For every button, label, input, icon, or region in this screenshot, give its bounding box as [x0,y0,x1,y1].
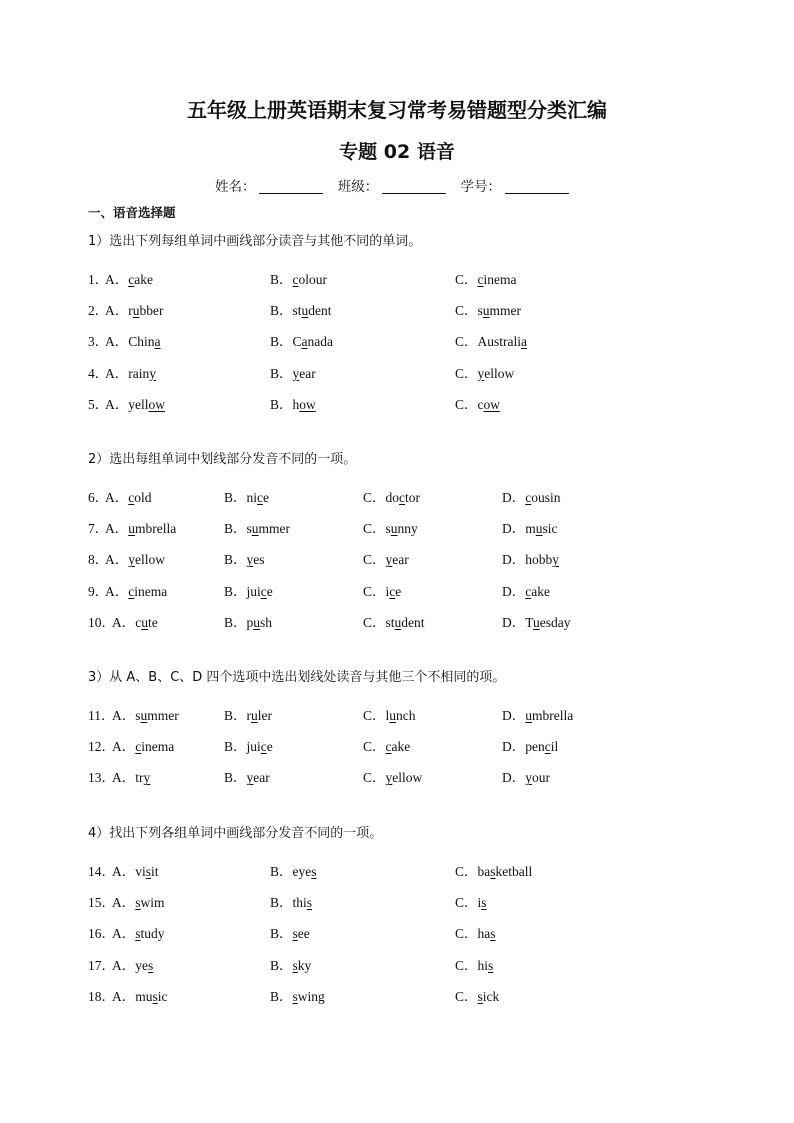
option-word: cute [135,614,158,630]
underlined-letters: c [477,272,484,287]
question-number: 10． [88,614,115,630]
answer-option[interactable] [502,735,558,755]
class-label: 班级： [337,179,379,195]
question-number: 7． [88,521,109,537]
underlined-letters: u [533,614,540,630]
underlined-letters: c [292,272,299,287]
option-word: ice [385,583,402,599]
option-letter: A． [112,770,136,786]
part-instruction: 1）选出下列每组单词中画线部分读音与其他不同的单词。 [88,234,422,249]
option-word: pencil [525,739,559,755]
option-letter: C． [455,272,478,287]
option-letter: B． [270,895,293,911]
option-letter: A． [112,988,136,1004]
option-word: Canada [292,334,334,350]
question-number: 8． [88,552,109,568]
option-letter: C． [363,583,386,599]
option-letter: A． [105,303,129,319]
option-word: sky [292,957,312,973]
underlined-letters: a [154,334,161,350]
option-letter: B． [270,988,293,1004]
question-row [0,362,794,382]
underlined-letters: s [152,988,158,1004]
underlined-letters: ow [148,396,165,412]
underlined-letters: c [128,583,135,599]
underlined-letters: y [385,552,393,568]
underlined-letters: c [385,739,392,755]
underlined-letters: ow [299,396,316,412]
option-word: basketball [477,864,533,879]
underlined-letters: s [145,864,152,879]
option-word: nice [246,490,270,505]
option-letter: B． [270,272,293,287]
underlined-letters: s [292,957,298,973]
answer-option[interactable] [112,860,159,880]
option-word: swing [292,988,325,1004]
question-row [0,299,794,319]
underlined-letters: s [490,926,496,942]
underlined-letters: u [251,521,259,537]
option-letter: A． [112,957,136,973]
option-word: rainy [128,365,156,381]
question-number: 6． [88,490,109,505]
question-number: 15． [88,895,115,911]
question-number: 17． [88,957,115,973]
option-word: summer [246,521,291,537]
id-blank[interactable] [505,181,569,194]
underlined-letters: y [246,552,254,568]
answer-option[interactable] [270,891,312,911]
answer-option[interactable] [105,517,176,537]
answer-option[interactable] [112,735,174,755]
option-word: student [292,303,332,319]
answer-option[interactable] [105,330,161,350]
underlined-letters: u [140,708,148,723]
question-row [0,580,794,600]
option-word: Australia [477,334,528,350]
answer-option[interactable] [270,860,317,880]
option-word: juice [246,583,273,599]
answer-option[interactable] [502,580,550,600]
option-word: try [135,770,151,786]
option-word: yellow [128,552,165,568]
underlined-letters: u [525,708,532,723]
option-letter: D． [502,521,526,537]
option-letter: C． [455,334,478,350]
option-letter: B． [224,708,247,723]
option-word: yellow [128,396,165,412]
option-letter: A． [105,334,129,350]
answer-option[interactable] [105,268,153,288]
option-letter: C． [363,490,386,505]
answer-option[interactable] [270,985,325,1005]
underlined-letters: y [149,365,156,381]
underlined-letters: u [389,708,397,723]
option-word: ruler [246,708,273,723]
underlined-letters: s [488,957,494,973]
option-letter: C． [455,396,478,412]
question-number: 11． [88,708,115,723]
answer-option[interactable] [455,362,514,382]
question-row [0,922,794,942]
option-word: year [292,365,316,381]
option-word: umbrella [128,521,177,537]
underlined-letters: y [477,365,485,381]
underlined-letters: u [141,614,148,630]
underlined-letters: u [394,614,402,630]
underlined-letters: y [292,365,300,381]
underlined-letters: s [292,926,298,942]
answer-option[interactable] [270,393,316,413]
question-row [0,891,794,911]
document-title: 五年级上册英语期末复习常考易错题型分类汇编 [187,98,607,122]
option-letter: C． [455,926,478,942]
question-row [0,268,794,288]
question-number: 3． [88,334,109,350]
question-number: 5． [88,396,109,412]
option-letter: C． [363,739,386,755]
question-number: 4． [88,365,109,381]
question-row [0,393,794,413]
option-letter: A． [105,365,129,381]
answer-option[interactable] [112,766,150,786]
answer-option[interactable] [112,985,168,1005]
answer-option[interactable] [224,548,265,568]
answer-option[interactable] [455,985,499,1005]
answer-option[interactable] [502,517,558,537]
option-word: hobby [525,552,559,568]
answer-option[interactable] [455,330,527,350]
option-word: cake [525,583,550,599]
option-word: sick [477,988,500,1004]
option-letter: D． [502,552,526,568]
underlined-letters: u [128,521,135,537]
option-letter: A． [105,552,129,568]
answer-option[interactable] [502,704,573,724]
document-subtitle: 专题 02 语音 [339,141,455,163]
underlined-letters: c [135,739,142,755]
option-letter: B． [224,739,247,755]
option-word: lunch [385,708,416,723]
option-word: cinema [128,583,168,599]
answer-option[interactable] [224,611,272,631]
answer-option[interactable] [455,891,487,911]
answer-option[interactable] [502,766,550,786]
option-word: summer [477,303,522,319]
option-word: see [292,926,310,942]
option-letter: C． [363,614,386,630]
question-row [0,766,794,786]
answer-option[interactable] [363,704,416,724]
option-letter: B． [270,365,293,381]
option-letter: B． [224,521,247,537]
question-row [0,330,794,350]
option-word: year [385,552,409,568]
option-word: music [525,521,558,537]
option-letter: B． [270,334,293,350]
underlined-letters: y [525,770,532,786]
underlined-letters: s [311,864,317,879]
section-heading: 一、语音选择题 [88,205,176,220]
option-letter: C． [455,303,478,319]
answer-option[interactable] [455,299,521,319]
option-letter: A． [105,490,129,505]
option-letter: A． [112,614,136,630]
answer-option[interactable] [455,922,496,942]
option-letter: C． [455,957,478,973]
name-label: 姓名： [214,179,256,195]
answer-option[interactable] [105,393,165,413]
option-letter: A． [105,521,129,537]
underlined-letters: s [135,926,141,942]
underlined-letters: c [260,739,267,755]
underlined-letters: a [521,334,528,350]
option-letter: D． [502,770,526,786]
answer-option[interactable] [363,548,409,568]
option-word: how [292,396,316,412]
answer-option[interactable] [224,486,269,506]
answer-option[interactable] [105,486,152,506]
underlined-letters: ow [483,396,501,412]
underlined-letters: s [148,957,154,973]
answer-option[interactable] [105,580,167,600]
underlined-letters: u [251,708,258,723]
option-word: China [128,334,161,350]
option-letter: B． [224,770,247,786]
option-letter: B． [224,490,247,505]
option-word: cinema [477,272,517,287]
question-row [0,548,794,568]
question-number: 9． [88,583,109,599]
answer-option[interactable] [112,611,158,631]
underlined-letters: c [525,583,532,599]
option-letter: A． [112,864,136,879]
question-number: 12． [88,739,115,755]
option-word: juice [246,739,273,755]
answer-option[interactable] [112,704,179,724]
answer-option[interactable] [112,922,165,942]
underlined-letters: y [128,552,135,568]
option-letter: D． [502,708,526,723]
answer-option[interactable] [224,766,270,786]
answer-option[interactable] [455,393,500,413]
answer-option[interactable] [270,954,311,974]
id-label: 学号： [460,179,502,195]
answer-option[interactable] [224,704,272,724]
option-word: his [477,957,494,973]
option-word: cake [385,739,411,755]
option-word: push [246,614,273,630]
underlined-letters: c [128,272,135,287]
question-row [0,735,794,755]
underlined-letters: u [535,521,543,537]
answer-option[interactable] [363,611,425,631]
option-letter: A． [112,895,136,911]
option-word: swim [135,895,165,911]
answer-option[interactable] [455,860,532,880]
question-number: 2． [88,303,109,319]
question-number: 1． [88,272,109,287]
option-word: visit [135,864,159,879]
part-instruction: 2）选出每组单词中划线部分发音不同的一项。 [88,452,357,467]
question-row [0,704,794,724]
option-word: has [477,926,496,942]
underlined-letters: c [544,739,551,755]
option-letter: C． [363,708,386,723]
answer-option[interactable] [224,580,273,600]
option-word: doctor [385,490,421,505]
option-word: music [135,988,168,1004]
underlined-letters: c [525,490,532,505]
option-letter: A． [105,396,129,412]
underlined-letters: y [143,770,151,786]
underlined-letters: c [389,583,396,599]
option-word: colour [292,272,328,287]
option-letter: B． [224,614,247,630]
answer-option[interactable] [270,299,332,319]
option-letter: C． [455,895,478,911]
question-number: 13． [88,770,115,786]
answer-option[interactable] [112,954,153,974]
question-row [0,985,794,1005]
answer-option[interactable] [502,486,561,506]
option-word: eyes [292,864,317,879]
question-row [0,954,794,974]
option-letter: C． [455,365,478,381]
option-word: cinema [135,739,175,755]
question-row [0,517,794,537]
option-letter: A． [112,708,136,723]
part-instruction: 4）找出下列各组单词中画线部分发音不同的一项。 [88,826,383,841]
question-number: 18． [88,988,115,1004]
underlined-letters: s [477,988,483,1004]
underlined-letters: s [306,895,313,911]
option-word: yellow [385,770,423,786]
option-letter: C． [363,552,386,568]
answer-option[interactable] [363,766,422,786]
option-word: yellow [477,365,515,381]
question-row [0,486,794,506]
name-blank[interactable] [259,181,323,194]
option-letter: B． [270,926,293,942]
option-letter: A． [112,739,136,755]
answer-option[interactable] [105,362,156,382]
option-word: umbrella [525,708,574,723]
underlined-letters: c [399,490,406,505]
option-word: your [525,770,550,786]
option-letter: C． [363,521,386,537]
underlined-letters: u [482,303,490,319]
underlined-letters: s [481,895,487,911]
answer-option[interactable] [224,735,273,755]
answer-option[interactable] [270,362,316,382]
option-letter: B． [270,957,293,973]
option-word: is [477,895,487,911]
option-letter: B． [270,864,293,879]
student-info-line [0,175,794,195]
answer-option[interactable] [105,299,164,319]
question-number: 14． [88,864,115,879]
option-word: sunny [385,521,418,537]
part-instruction: 3）从 A、B、C、D 四个选项中选出划线处读音与其他三个不相同的项。 [88,670,506,685]
answer-option[interactable] [502,548,559,568]
answer-option[interactable] [112,891,165,911]
option-word: cow [477,396,501,412]
underlined-letters: u [301,303,309,319]
option-word: cousin [525,490,561,505]
answer-option[interactable] [363,517,418,537]
answer-option[interactable] [363,580,401,600]
underlined-letters: s [490,864,496,879]
question-number: 16． [88,926,115,942]
underlined-letters: c [257,490,264,505]
underlined-letters: u [132,303,140,319]
option-letter: D． [502,583,526,599]
underlined-letters: y [552,552,559,568]
underlined-letters: u [390,521,398,537]
answer-option[interactable] [455,954,493,974]
answer-option[interactable] [105,548,165,568]
underlined-letters: s [135,895,141,911]
option-letter: B． [270,303,293,319]
answer-option[interactable] [270,268,327,288]
option-letter: A． [105,272,129,287]
underlined-letters: u [253,614,261,630]
answer-option[interactable] [270,922,310,942]
answer-option[interactable] [363,486,420,506]
class-blank[interactable] [382,181,446,194]
underlined-letters: c [128,490,135,505]
option-word: cake [128,272,153,287]
option-word: yes [135,957,154,973]
option-word: year [246,770,270,786]
option-letter: B． [270,396,293,412]
option-letter: D． [502,490,526,505]
option-letter: B． [224,552,247,568]
option-letter: D． [502,739,526,755]
option-letter: A． [105,583,129,599]
option-word: cold [128,490,152,505]
underlined-letters: c [260,583,267,599]
option-word: Tuesday [525,614,571,630]
answer-option[interactable] [270,330,333,350]
question-row [0,611,794,631]
answer-option[interactable] [363,735,410,755]
option-letter: C． [455,864,478,879]
option-letter: D． [502,614,526,630]
question-row [0,860,794,880]
option-word: study [135,926,165,942]
option-letter: B． [224,583,247,599]
option-word: yes [246,552,265,568]
option-letter: C． [455,988,478,1004]
option-word: student [385,614,425,630]
option-letter: A． [112,926,136,942]
answer-option[interactable] [224,517,290,537]
underlined-letters: a [301,334,308,350]
underlined-letters: y [246,770,254,786]
option-word: summer [135,708,179,723]
option-word: this [292,895,313,911]
option-letter: C． [363,770,386,786]
option-word: rubber [128,303,164,319]
answer-option[interactable] [502,611,571,631]
answer-option[interactable] [455,268,517,288]
underlined-letters: y [385,770,393,786]
underlined-letters: s [292,988,298,1004]
